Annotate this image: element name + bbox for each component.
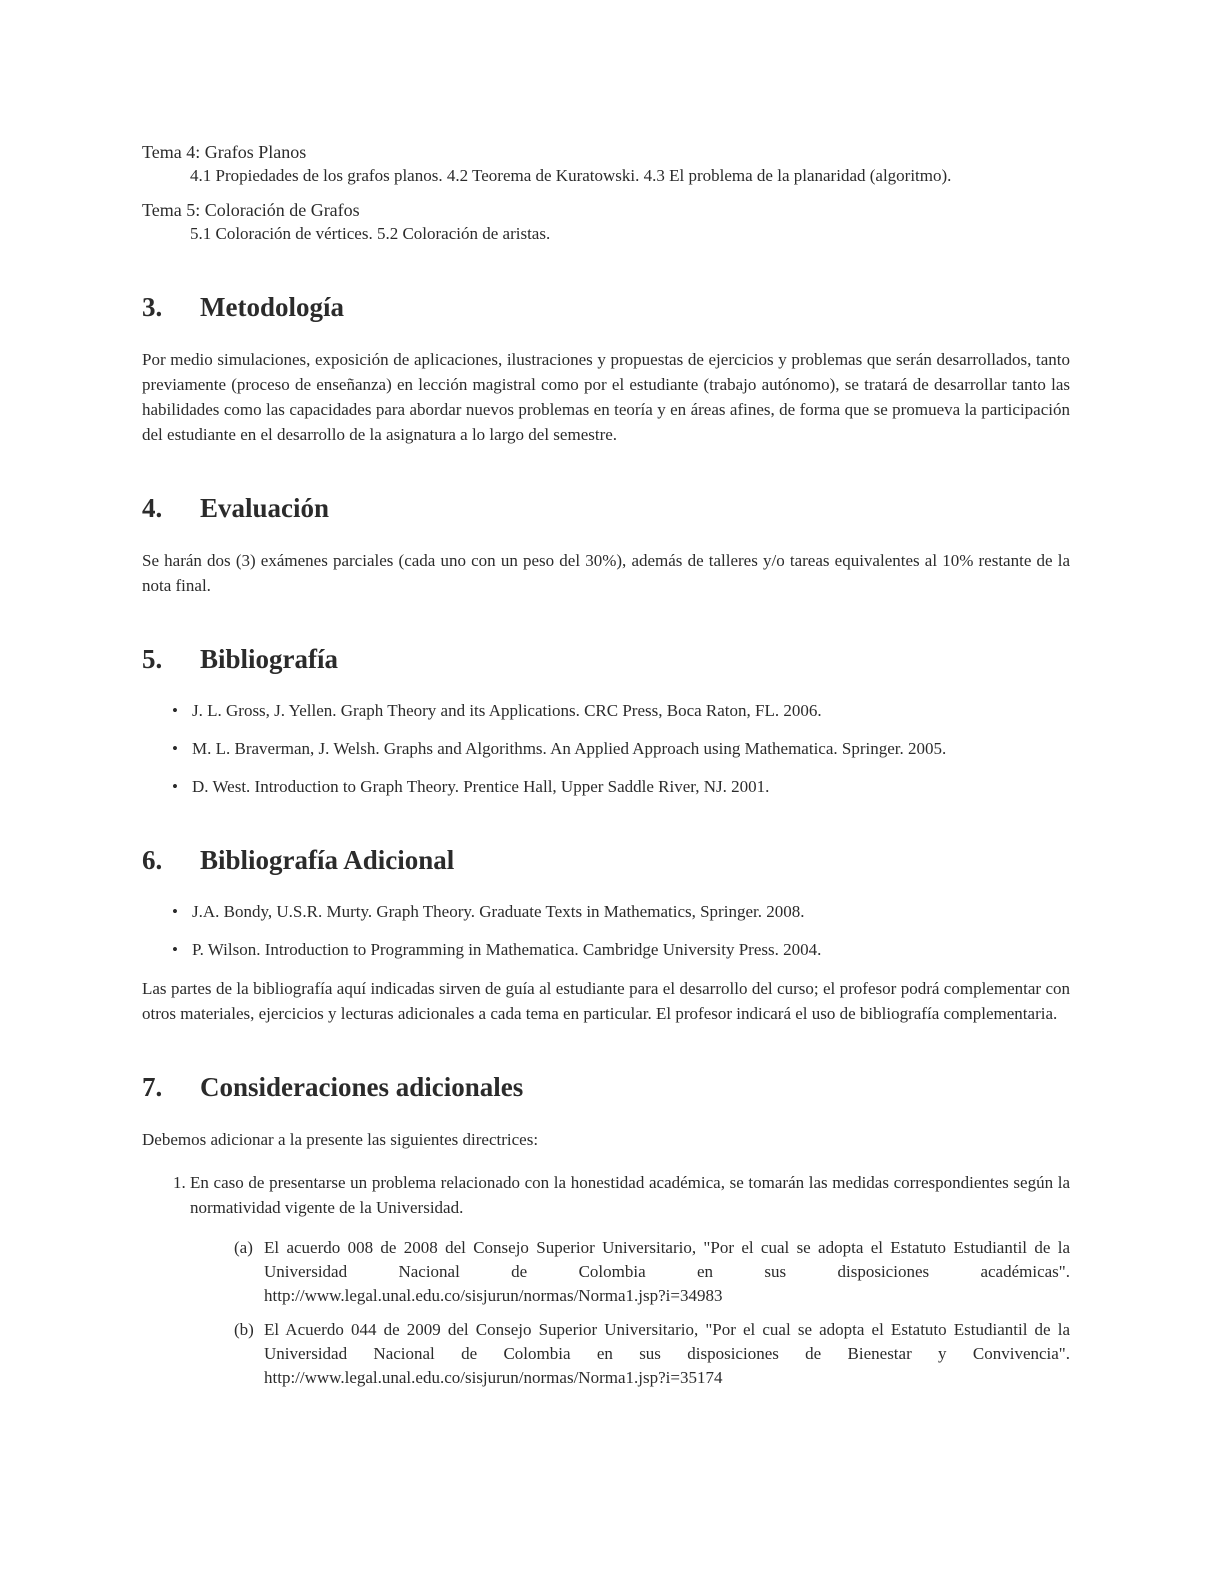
subitem-text: El acuerdo 008 de 2008 del Consejo Superior Universitario, "Por el cual se adopta el Estatuto Estudiantil de la Universidad Nacional de Colombia en sus disposiciones académicas". http://www.legal.unal.edu.co/sisjurun/normas/Norma1.jsp?i=34983 <box>264 1238 1070 1305</box>
considerations-item-text: En caso de presentarse un problema relacionado con la honestidad académica, se tomarán las medidas correspondientes según la normatividad vigente de la Universidad. <box>190 1173 1070 1217</box>
bibliography-item: • P. Wilson. Introduction to Programming in Mathematica. Cambridge University Press. 2004. <box>172 938 1070 962</box>
section-title: Evaluación <box>200 493 330 523</box>
section-number: 3. <box>142 292 163 322</box>
unit-tema-4 <box>142 140 1070 188</box>
unit-title: Tema 4: Grafos Planos <box>142 142 307 162</box>
section-title: Bibliografía <box>200 644 339 674</box>
considerations-sublist <box>190 1236 1070 1390</box>
section-title: Metodología <box>200 292 344 322</box>
unit-body: 4.1 Propiedades de los grafos planos. 4.2 Teorema de Kuratowski. 4.3 El problema de la planaridad (algoritmo). <box>190 166 952 185</box>
document-page <box>142 140 1070 1400</box>
section-heading-bibliografia <box>142 644 1070 675</box>
section-number: 6. <box>142 845 163 875</box>
bibliography-list <box>142 699 1070 799</box>
bibliography-item: • M. L. Braverman, J. Welsh. Graphs and Algorithms. An Applied Approach using Mathematica. Springer. 2005. <box>172 737 1070 761</box>
additional-bibliography-list <box>142 900 1070 962</box>
section-heading-evaluacion <box>142 493 1070 524</box>
section-title: Consideraciones adicionales <box>200 1072 524 1102</box>
bibliography-item: • J. L. Gross, J. Yellen. Graph Theory and its Applications. CRC Press, Boca Raton, FL. 2006. <box>172 699 1070 723</box>
unit-tema-5 <box>142 198 1070 246</box>
section-heading-consideraciones <box>142 1072 1070 1103</box>
methodology-paragraph: Por medio simulaciones, exposición de aplicaciones, ilustraciones y propuestas de ejercicios y problemas que serán desarrollados, tanto previamente (proceso de enseñanza) en lección magistral como por el estudiante (trabajo autónomo), se tratará de desarrollar tanto las habilidades como las capacidades para abordar nuevos problemas en teoría y en áreas afines, de forma que se promueva la participación del estudiante en el desarrollo de la asignatura a lo largo del semestre. <box>142 350 1070 444</box>
section-number: 7. <box>142 1072 163 1102</box>
section-number: 5. <box>142 644 163 674</box>
bibliography-note-paragraph: Las partes de la bibliografía aquí indicadas sirven de guía al estudiante para el desarrollo del curso; el profesor podrá complementar con otros materiales, ejercicios y lecturas adicionales a cada tema en particular. El profesor indicará el uso de bibliografía complementaria. <box>142 979 1070 1023</box>
considerations-list <box>142 1170 1070 1390</box>
bibliography-item: • D. West. Introduction to Graph Theory. Prentice Hall, Upper Saddle River, NJ. 2001. <box>172 775 1070 799</box>
subitem-text: El Acuerdo 044 de 2009 del Consejo Superior Universitario, "Por el cual se adopta el Estatuto Estudiantil de la Universidad Nacional de Colombia en sus disposiciones de Bienestar y Convivencia". http://www.legal.unal.edu.co/sisjurun/normas/Norma1.jsp?i=35174 <box>264 1320 1070 1387</box>
considerations-item <box>190 1170 1070 1390</box>
section-number: 4. <box>142 493 163 523</box>
section-heading-bibliografia-adicional <box>142 845 1070 876</box>
considerations-intro: Debemos adicionar a la presente las siguientes directrices: <box>142 1130 539 1149</box>
bibliography-item: • J.A. Bondy, U.S.R. Murty. Graph Theory. Graduate Texts in Mathematics, Springer. 2008. <box>172 900 1070 924</box>
considerations-subitem <box>234 1236 1070 1308</box>
section-heading-metodologia <box>142 292 1070 323</box>
subitem-marker: (b) <box>234 1320 254 1339</box>
considerations-subitem <box>234 1318 1070 1390</box>
subitem-marker: (a) <box>234 1238 253 1257</box>
section-title: Bibliografía Adicional <box>200 845 455 875</box>
unit-body: 5.1 Coloración de vértices. 5.2 Coloración de aristas. <box>190 224 551 243</box>
evaluation-paragraph: Se harán dos (3) exámenes parciales (cada uno con un peso del 30%), además de talleres y/o tareas equivalentes al 10% restante de la nota final. <box>142 551 1070 595</box>
unit-title: Tema 5: Coloración de Grafos <box>142 200 360 220</box>
